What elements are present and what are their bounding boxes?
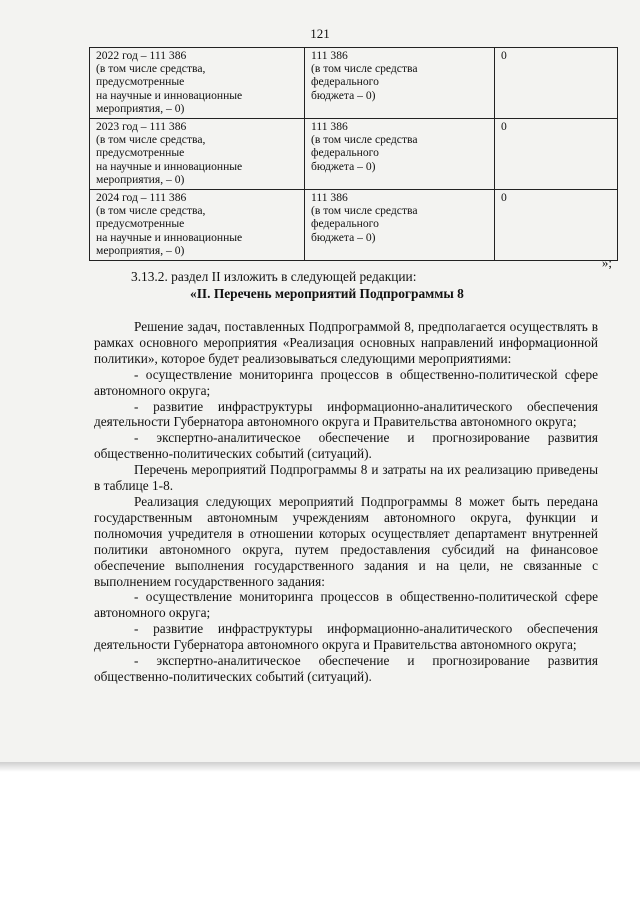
cell-line: федерального <box>311 146 379 160</box>
cell-line: (в том числе средства <box>311 133 418 147</box>
table-cell <box>90 119 305 190</box>
section-instruction: 3.13.2. раздел II изложить в следующей редакции: <box>131 269 417 284</box>
cell-line: 2024 год – 111 386 <box>96 191 187 205</box>
cell-line: (в том числе средства, <box>96 133 206 147</box>
paragraph: Перечень мероприятий Подпрограммы 8 и затраты на их реализацию приведены в таблице 1-8. <box>94 462 598 494</box>
cell-line: 111 386 <box>311 191 348 205</box>
table-cell <box>90 48 305 119</box>
section-heading: «II. Перечень мероприятий Подпрограммы 8 <box>190 286 464 301</box>
page-number: 121 <box>310 26 330 41</box>
table-cell <box>495 119 618 190</box>
cell-line: 2023 год – 111 386 <box>96 120 187 134</box>
cell-line: (в том числе средства <box>311 62 418 76</box>
list-item: - развитие инфраструктуры информационно-аналитического обеспечения деятельности Губернатора автономного округа и Правительства автономного округа; <box>94 621 598 653</box>
cell-line: 0 <box>501 120 507 134</box>
closing-quote: »; <box>601 255 612 270</box>
list-item: - экспертно-аналитическое обеспечение и прогнозирование развития общественно-политических событий (ситуаций). <box>94 430 598 462</box>
cell-line: 111 386 <box>311 120 348 134</box>
cell-line: предусмотренные <box>96 146 185 160</box>
cell-line: 111 386 <box>311 49 348 62</box>
list-item: - осуществление мониторинга процессов в общественно-политической сфере автономного округа; <box>94 589 598 621</box>
funding-table <box>89 47 618 261</box>
table-cell <box>305 190 495 261</box>
cell-line: федерального <box>311 217 379 231</box>
body-text <box>94 311 598 685</box>
cell-line: мероприятия, – 0) <box>96 243 185 257</box>
list-item: - экспертно-аналитическое обеспечение и прогнозирование развития общественно-политических событий (ситуаций). <box>94 653 598 684</box>
table-row <box>90 190 618 261</box>
table-cell <box>495 48 618 119</box>
cell-line: мероприятия, – 0) <box>96 172 185 186</box>
cell-line: предусмотренные <box>96 75 185 89</box>
table-row <box>90 48 618 119</box>
scan-edge-shadow <box>0 762 640 772</box>
cell-line: бюджета – 0) <box>311 159 376 173</box>
cell-line: 2022 год – 111 386 <box>96 49 187 62</box>
table-row <box>90 119 618 190</box>
cell-line: на научные и инновационные <box>96 230 243 244</box>
list-item: - осуществление мониторинга процессов в общественно-политической сфере автономного округа; <box>94 366 598 398</box>
table-cell <box>90 190 305 261</box>
table-cell <box>305 119 495 190</box>
cell-line: федерального <box>311 75 379 89</box>
cell-line: бюджета – 0) <box>311 88 376 102</box>
cell-line: 0 <box>501 49 507 62</box>
cell-line: на научные и инновационные <box>96 159 243 173</box>
cell-line: 0 <box>501 191 507 205</box>
cell-line: (в том числе средства, <box>96 204 206 218</box>
cell-line: мероприятия, – 0) <box>96 101 185 115</box>
paragraph: Решение задач, поставленных Подпрограммой 8, предполагается осуществлять в рамках основного мероприятия «Реализация основных направлений информационной политики», которое будет реализовываться следующими мероприятиями: <box>94 319 598 366</box>
list-item: - развитие инфраструктуры информационно-аналитического обеспечения деятельности Губернатора автономного округа и Правительства автономного округа; <box>94 398 598 430</box>
cell-line: бюджета – 0) <box>311 230 376 244</box>
cell-line: на научные и инновационные <box>96 88 243 102</box>
table-cell <box>495 190 618 261</box>
paragraph: Реализация следующих мероприятий Подпрограммы 8 может быть передана государственным автономным учреждениям автономного округа, функции и полномочия учредителя в отношении которых осуществляет департамент внутренней политики автономного округа, путем предоставления субсидий на финансовое обеспечение выполнения государственного задания и на цели, не связанные с выполнением государственного задания: <box>94 493 598 589</box>
cell-line: (в том числе средства, <box>96 62 206 76</box>
cell-line: (в том числе средства <box>311 204 418 218</box>
table-cell <box>305 48 495 119</box>
cell-line: предусмотренные <box>96 217 185 231</box>
